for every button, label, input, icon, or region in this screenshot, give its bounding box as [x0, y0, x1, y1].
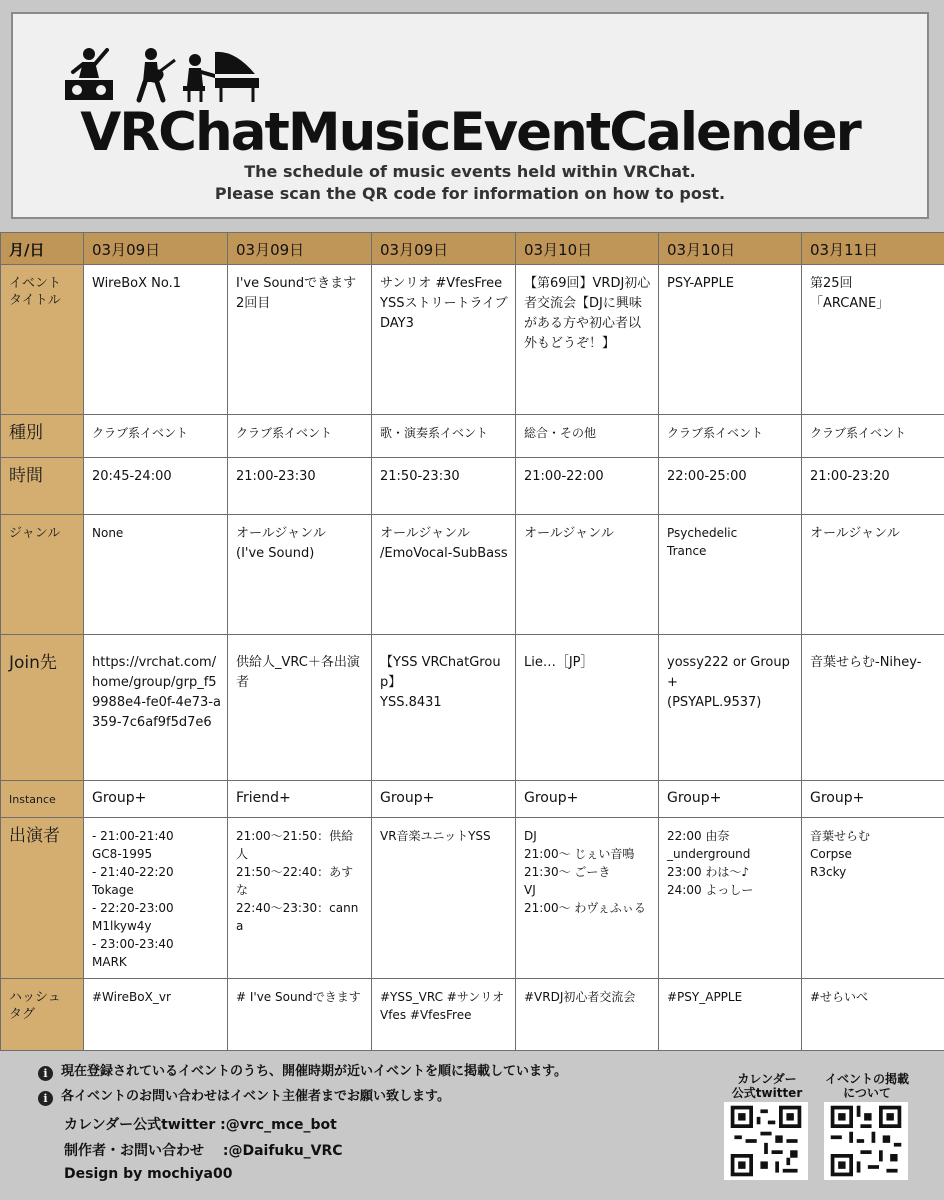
dj-icon: [65, 48, 113, 100]
event-time: 20:45-24:00: [84, 458, 228, 515]
event-time: 21:00-23:20: [802, 458, 944, 515]
event-performers: DJ 21:00〜 じぇい音鳴 21:30〜 ごーき VJ 21:00〜 わヴぇふぃる: [516, 818, 659, 979]
event-performers: 22:00 由奈 _underground 23:00 わは〜♪ 24:00 よっしー: [659, 818, 802, 979]
event-time: 21:00-23:30: [228, 458, 372, 515]
event-performers: 21:00〜21:50：供給人 21:50〜22:40：あすな 22:40〜23:30：canna: [228, 818, 372, 979]
pianist-icon: [183, 52, 259, 102]
instance-row: [1, 781, 944, 818]
row-label-instance: Instance: [1, 781, 84, 818]
page-title: VRChatMusicEventCalender: [80, 102, 860, 163]
genre-row: [1, 515, 944, 635]
contact-line[interactable]: 制作者・お問い合わせ :@Daifuku_VRC: [64, 1143, 343, 1159]
event-type: クラブ系イベント: [802, 415, 944, 458]
date-header: 03月10日: [659, 233, 802, 265]
event-time: 21:00-22:00: [516, 458, 659, 515]
event-title: 第25回 「ARCANE」: [802, 265, 944, 415]
corner-label: 月/日: [1, 233, 84, 265]
design-credit: Design by mochiya00: [64, 1166, 233, 1182]
event-hashtag: #YSS_VRC #サンリオVfes #VfesFree: [372, 979, 516, 1051]
event-title: WireBoX No.1: [84, 265, 228, 415]
event-genre: オールジャンル (I've Sound): [228, 515, 372, 635]
qr-label-posting: イベントの掲載 について: [824, 1072, 909, 1100]
guitarist-icon: [139, 48, 175, 100]
event-performers: VR音楽ユニットYSS: [372, 818, 516, 979]
event-instance: Group+: [802, 781, 944, 818]
row-label-time: 時間: [1, 458, 84, 515]
performers-row: [1, 818, 944, 979]
event-genre: Psychedelic Trance: [659, 515, 802, 635]
event-performers: 音葉せらむ Corpse R3cky: [802, 818, 944, 979]
row-label-genre: ジャンル: [1, 515, 84, 635]
row-label-performers: 出演者: [1, 818, 84, 979]
event-join-link[interactable]: https://vrchat.com/home/group/grp_f59988e4-fe0f-4e73-a359-7c6af9f5d7e6: [84, 635, 228, 781]
event-instance: Group+: [84, 781, 228, 818]
event-title: サンリオ #VfesFree YSSストリートライブ DAY3: [372, 265, 516, 415]
qr-label-twitter: カレンダー 公式twitter: [731, 1072, 803, 1100]
event-hashtag: #PSY_APPLE: [659, 979, 802, 1051]
event-performers: - 21:00-21:40 GC8-1995 - 21:40-22:20 Tokage - 22:20-23:00 M1lkyw4y - 23:00-23:40 MARK: [84, 818, 228, 979]
page-subtitle: [13, 161, 927, 205]
row-label-join: Join先: [1, 635, 84, 781]
event-join: 【YSS VRChatGroup】 YSS.8431: [372, 635, 516, 781]
event-genre: オールジャンル /EmoVocal-SubBass: [372, 515, 516, 635]
event-title: PSY-APPLE: [659, 265, 802, 415]
event-instance: Friend+: [228, 781, 372, 818]
event-type: クラブ系イベント: [659, 415, 802, 458]
event-type: クラブ系イベント: [228, 415, 372, 458]
date-header: 03月09日: [372, 233, 516, 265]
event-genre: オールジャンル: [516, 515, 659, 635]
date-header: 03月09日: [84, 233, 228, 265]
join-row: [1, 635, 944, 781]
subtitle-line-1: The schedule of music events held within VRChat.: [244, 162, 696, 181]
info-icon: i: [38, 1066, 53, 1081]
event-hashtag: #VRDJ初心者交流会: [516, 979, 659, 1051]
event-genre: オールジャンル: [802, 515, 944, 635]
event-genre: None: [84, 515, 228, 635]
time-row: [1, 458, 944, 515]
event-hashtag: # I've Soundできます: [228, 979, 372, 1051]
event-title: I've Soundできます 2回目: [228, 265, 372, 415]
row-label-title: イベント タイトル: [1, 265, 84, 415]
hashtag-row: [1, 979, 944, 1051]
event-join: 供給人_VRC＋各出演者: [228, 635, 372, 781]
info-icon: i: [38, 1091, 53, 1106]
event-instance: Group+: [659, 781, 802, 818]
twitter-line[interactable]: カレンダー公式twitter :@vrc_mce_bot: [64, 1117, 337, 1133]
footer-note-1: i 現在登録されているイベントのうち、開催時期が近いイベントを順に掲載しています。: [38, 1060, 567, 1081]
date-row: [1, 233, 944, 265]
date-header: 03月09日: [228, 233, 372, 265]
type-row: [1, 415, 944, 458]
subtitle-line-2: Please scan the QR code for information on how to post.: [214, 184, 726, 203]
footer-note-2: i 各イベントのお問い合わせはイベント主催者までお願い致します。: [38, 1085, 450, 1106]
event-join: 音葉せらむ-Nihey-: [802, 635, 944, 781]
row-label-type: 種別: [1, 415, 84, 458]
footer: [0, 1052, 944, 1200]
event-hashtag: #せらいべ: [802, 979, 944, 1051]
music-icons: [59, 44, 269, 104]
event-calendar-table: [0, 232, 944, 1051]
title-row: [1, 265, 944, 415]
event-join: Lie…［JP］: [516, 635, 659, 781]
event-time: 22:00-25:00: [659, 458, 802, 515]
header-banner: [11, 12, 929, 219]
event-instance: Group+: [372, 781, 516, 818]
event-title: 【第69回】VRDJ初心者交流会【DJに興味がある方や初心者以外もどうぞ！】: [516, 265, 659, 415]
event-type: 歌・演奏系イベント: [372, 415, 516, 458]
event-hashtag: #WireBoX_vr: [84, 979, 228, 1051]
event-time: 21:50-23:30: [372, 458, 516, 515]
row-label-hashtag: ハッシュ タグ: [1, 979, 84, 1051]
date-header: 03月11日: [802, 233, 944, 265]
date-header: 03月10日: [516, 233, 659, 265]
qr-code-twitter[interactable]: [724, 1102, 808, 1180]
event-type: 総合・その他: [516, 415, 659, 458]
event-join: yossy222 or Group+ (PSYAPL.9537): [659, 635, 802, 781]
event-type: クラブ系イベント: [84, 415, 228, 458]
event-instance: Group+: [516, 781, 659, 818]
qr-code-posting[interactable]: [824, 1102, 908, 1180]
